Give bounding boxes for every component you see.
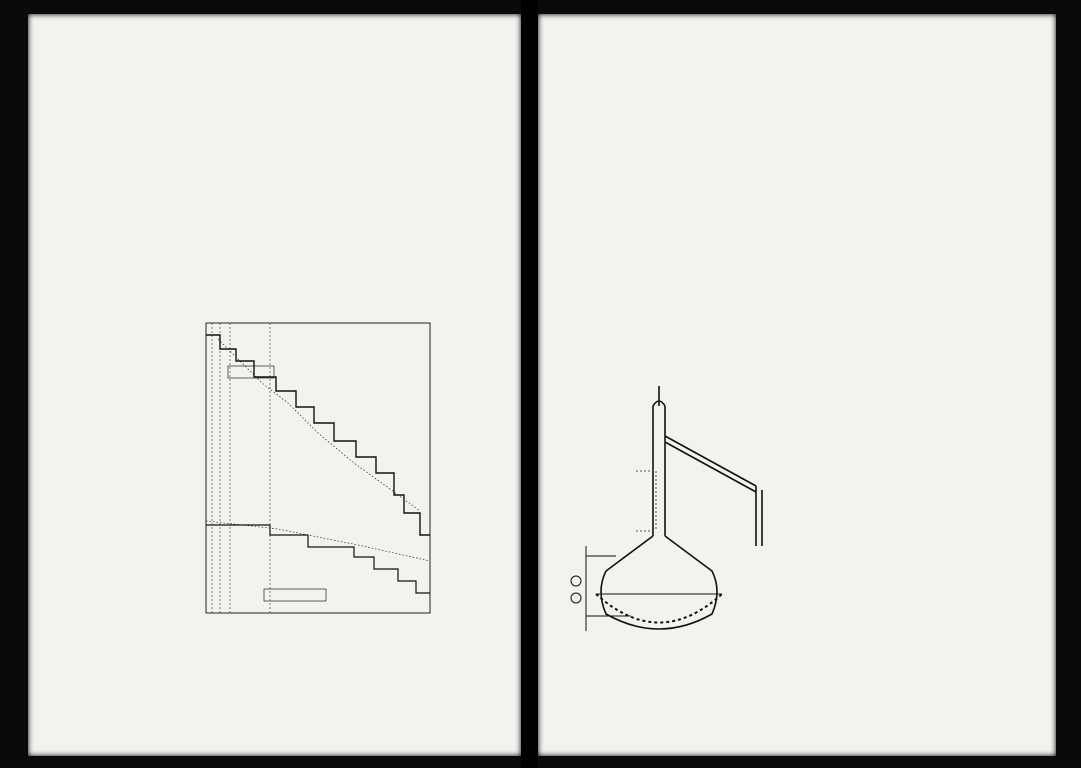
- book-spine-gap: [521, 0, 538, 768]
- right-page: [538, 14, 1056, 756]
- distillation-apparatus-diagram: [556, 376, 806, 646]
- distillation-wax-chart: [158, 299, 458, 644]
- left-page: [28, 14, 521, 756]
